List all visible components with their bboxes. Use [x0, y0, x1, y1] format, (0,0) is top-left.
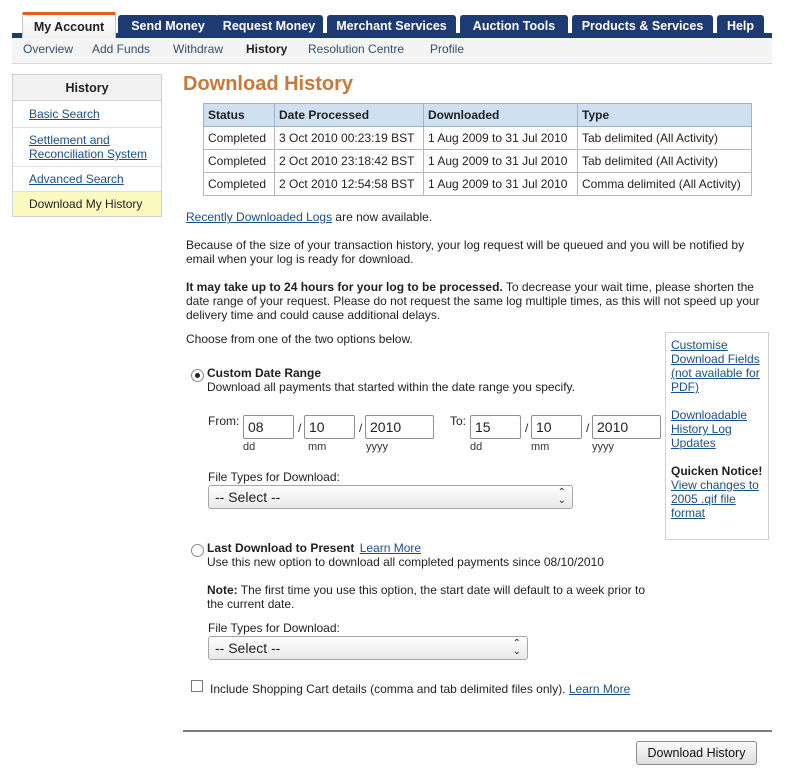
last-download-radio[interactable] — [191, 544, 204, 557]
recent-logs-text: are now available. — [332, 210, 433, 224]
table-row — [204, 173, 752, 196]
cell-status: Completed — [204, 150, 275, 173]
qif-changes-link[interactable]: View changes to 2005 .qif file format — [671, 478, 759, 520]
last-download-note: Note: The first time you use this option, the start date will default to a week prior to the current date. — [207, 583, 645, 611]
shopping-cart-learn-more-link[interactable]: Learn More — [568, 682, 631, 696]
custom-date-range-title: Custom Date Range — [207, 366, 322, 380]
up-down-chevron-icon: ⌃ ⌄ — [557, 487, 566, 506]
column-header-downloaded: Downloaded — [424, 104, 578, 127]
subnav-add-funds[interactable]: Add Funds — [92, 42, 151, 56]
to-day-hint: dd — [470, 441, 483, 453]
cell-type: Tab delimited (All Activity) — [578, 150, 752, 173]
subnav-resolution-centre[interactable]: Resolution Centre — [308, 42, 405, 56]
from-month-input[interactable]: 10 — [304, 415, 355, 439]
date-separator: / — [359, 421, 363, 435]
table-row — [204, 150, 752, 173]
select-value: -- Select -- — [215, 640, 281, 656]
to-month-hint: mm — [531, 441, 550, 453]
custom-date-range-radio[interactable] — [191, 369, 204, 382]
page-title: Download History — [183, 73, 354, 95]
cell-type: Comma delimited (All Activity) — [578, 173, 752, 196]
subnav-history[interactable]: History — [246, 42, 288, 56]
sidebar-item-settlement[interactable]: Settlement and Reconciliation System — [13, 128, 161, 167]
cell-type: Tab delimited (All Activity) — [578, 127, 752, 150]
tab-auction-tools[interactable]: Auction Tools — [460, 15, 568, 36]
sidebar-title: History — [13, 75, 161, 101]
shopping-cart-label: Include Shopping Cart details (comma and tab delimited files only). Learn More — [210, 682, 631, 696]
cell-status: Completed — [204, 127, 275, 150]
column-header-date-processed: Date Processed — [275, 104, 424, 127]
cell-date-processed: 2 Oct 2010 12:54:58 BST — [275, 173, 424, 196]
quicken-notice-title: Quicken Notice! — [671, 464, 763, 478]
from-day-hint: dd — [243, 441, 256, 453]
select-value: -- Select -- — [215, 489, 281, 505]
cell-date-processed: 2 Oct 2010 23:18:42 BST — [275, 150, 424, 173]
to-day-input[interactable]: 15 — [470, 415, 521, 439]
last-download-learn-more-link[interactable]: Learn More — [359, 541, 422, 555]
customise-download-fields-link[interactable]: Customise Download Fields (not available for PDF) — [671, 338, 760, 394]
sidebar-item-advanced-search[interactable]: Advanced Search — [13, 167, 161, 192]
sub-navigation — [12, 38, 772, 64]
cell-date-processed: 3 Oct 2010 00:23:19 BST — [275, 127, 424, 150]
tab-merchant-services[interactable]: Merchant Services — [327, 15, 456, 36]
cell-downloaded: 1 Aug 2009 to 31 Jul 2010 — [424, 127, 578, 150]
date-separator: / — [586, 421, 590, 435]
history-log-updates-link[interactable]: Downloadable History Log Updates — [671, 408, 748, 450]
date-separator: / — [525, 421, 529, 435]
shopping-cart-checkbox[interactable] — [191, 680, 203, 692]
date-separator: / — [298, 421, 302, 435]
wait-notice-text: To decrease your wait time, please shorten the date range of your request. Please do not request the same log multiple times, as this will not speed up your delivery time and could cause additional delays. — [186, 280, 760, 322]
main-tab-bar — [12, 12, 772, 38]
wait-notice — [186, 280, 761, 322]
up-down-chevron-icon: ⌃ ⌄ — [512, 638, 521, 657]
subnav-overview[interactable]: Overview — [23, 42, 74, 56]
column-header-status: Status — [204, 104, 275, 127]
cell-downloaded: 1 Aug 2009 to 31 Jul 2010 — [424, 173, 578, 196]
download-history-button[interactable]: Download History — [636, 741, 757, 765]
last-download-description: Use this new option to download all completed payments since 08/10/2010 — [207, 555, 604, 569]
tab-request-money[interactable]: Request Money — [215, 15, 323, 36]
column-header-type: Type — [578, 104, 752, 127]
tab-products-services[interactable]: Products & Services — [572, 15, 713, 36]
from-year-hint: yyyy — [366, 441, 388, 453]
tab-send-money[interactable]: Send Money — [118, 15, 218, 36]
to-year-input[interactable]: 2010 — [592, 415, 661, 439]
wait-notice-bold: It may take up to 24 hours for your log to be processed. — [186, 280, 503, 294]
cell-status: Completed — [204, 173, 275, 196]
history-sidebar — [12, 74, 162, 217]
subnav-profile[interactable]: Profile — [430, 42, 465, 56]
recent-logs-line — [186, 210, 761, 224]
file-types-label: File Types for Download: — [208, 621, 340, 635]
recently-downloaded-logs-link[interactable]: Recently Downloaded Logs — [186, 210, 333, 224]
from-day-input[interactable]: 08 — [243, 415, 294, 439]
custom-date-range-description: Download all payments that started within the date range you specify. — [207, 380, 575, 394]
to-year-hint: yyyy — [592, 441, 614, 453]
tab-my-account[interactable]: My Account — [22, 12, 116, 38]
file-type-select-custom[interactable] — [208, 485, 573, 509]
divider — [183, 730, 772, 732]
download-history-table — [203, 103, 752, 196]
from-year-input[interactable]: 2010 — [365, 415, 434, 439]
sidebar-item-download-my-history[interactable]: Download My History — [13, 192, 161, 216]
file-type-select-last-download[interactable] — [208, 636, 528, 660]
to-label: To: — [450, 414, 467, 428]
table-row — [204, 127, 752, 150]
queue-notice: Because of the size of your transaction history, your log request will be queued and you will be notified by email when your log is ready for download. — [186, 238, 745, 266]
file-types-label: File Types for Download: — [208, 470, 340, 484]
last-download-title: Last Download to Present Learn More — [207, 541, 422, 555]
sidebar-item-basic-search[interactable]: Basic Search — [13, 101, 161, 128]
from-month-hint: mm — [308, 441, 327, 453]
download-info-box — [665, 332, 769, 540]
subnav-withdraw[interactable]: Withdraw — [173, 42, 224, 56]
to-month-input[interactable]: 10 — [531, 415, 582, 439]
tab-help[interactable]: Help — [717, 15, 764, 36]
table-header-row — [204, 104, 752, 127]
from-label: From: — [208, 414, 240, 428]
choose-option-text: Choose from one of the two options below. — [186, 332, 413, 346]
cell-downloaded: 1 Aug 2009 to 31 Jul 2010 — [424, 150, 578, 173]
